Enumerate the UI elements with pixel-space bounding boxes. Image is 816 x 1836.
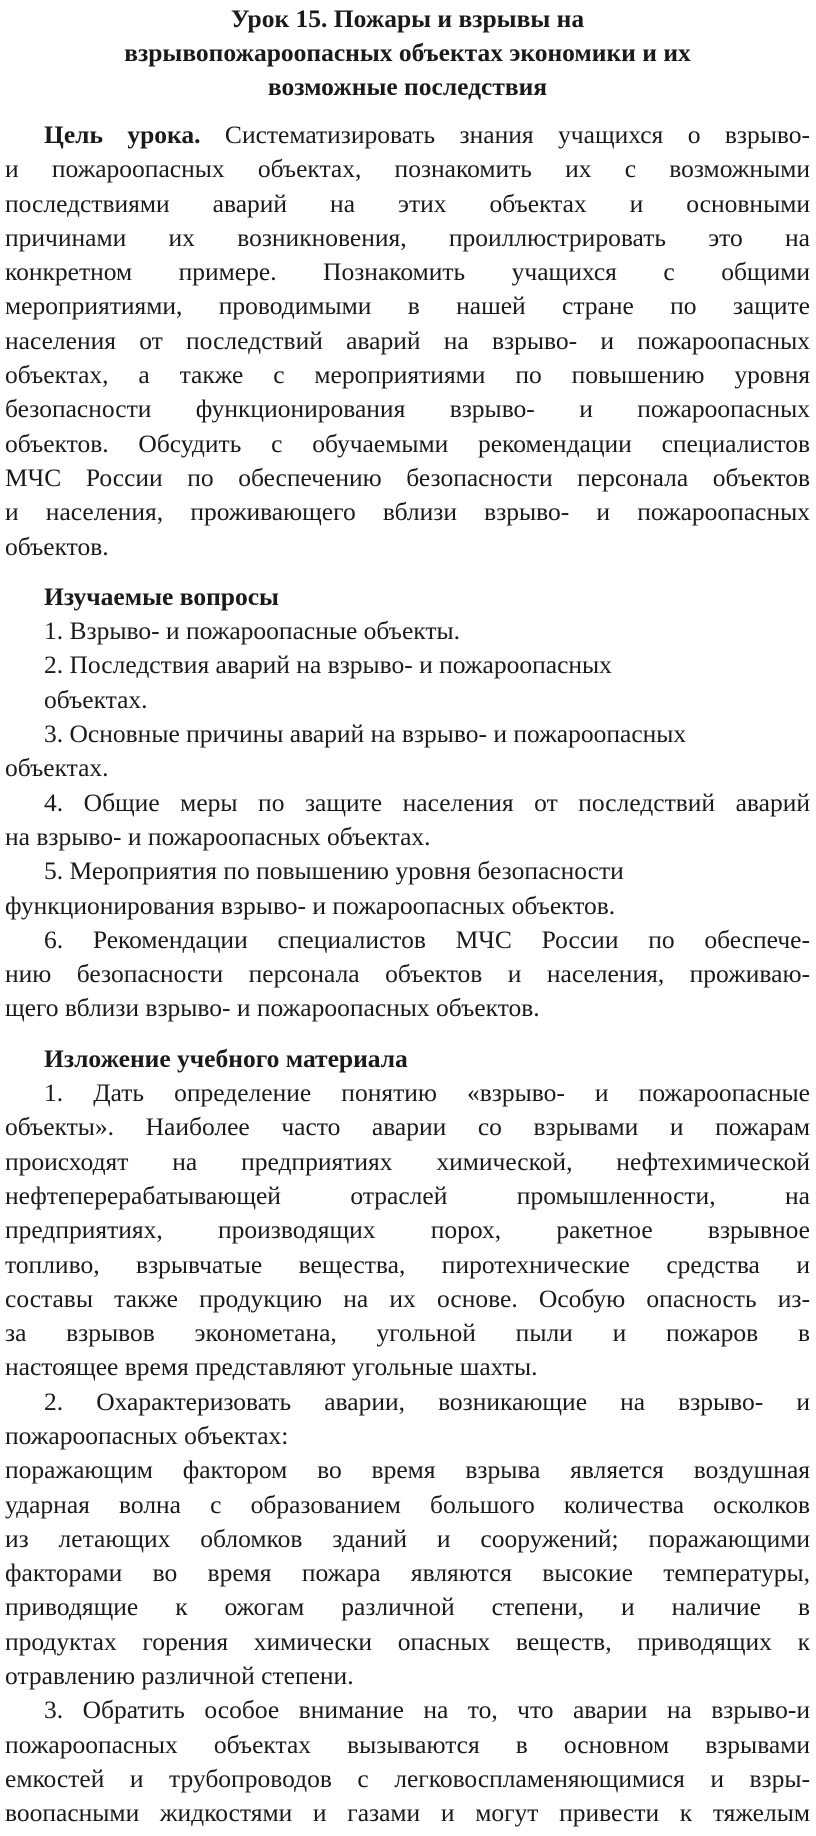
goal-line: объектов. Обсудить с обучаемыми рекомендации специалистов: [5, 428, 810, 458]
material-line: пожароопасных объектах:: [5, 1420, 289, 1450]
material-line: отравлению различной степени.: [5, 1661, 354, 1691]
lesson-title: [5, 0, 810, 104]
question-item-cont: объектах.: [44, 684, 148, 714]
goal-label: Цель урока.: [44, 120, 201, 149]
material-line: 1. Дать определение понятию «взрыво- и пожароопасные: [44, 1078, 810, 1108]
goal-line: объектах, а также с мероприятиями по повышению уровня: [5, 360, 810, 390]
title-line: возможные последствия: [267, 72, 548, 101]
material-line: составы также продукцию на их основе. Особую опасность из-: [5, 1283, 810, 1313]
material-line: за взрывов эконометана, угольной пыли и пожаров в: [5, 1318, 810, 1348]
goal-line: конкретном примере. Познакомить учащихся с общими: [5, 257, 810, 287]
question-item-cont: функционирования взрыво- и пожароопасных объектов.: [5, 890, 616, 920]
question-item: 4. Общие меры по защите населения от последствий аварий: [44, 787, 810, 817]
material-line: ударная волна с образованием большого количества осколков: [5, 1489, 810, 1519]
material-line: факторами во время пожара являются высокие температуры,: [5, 1558, 810, 1588]
material-line: емкостей и трубопроводов с легковоспламеняющимися и взры-: [5, 1763, 810, 1793]
lesson-goal: [5, 118, 810, 564]
title-line: взрывопожароопасных объектах экономики и их: [124, 38, 691, 67]
goal-line: объектов.: [5, 531, 109, 561]
material-line: предприятиях, производящих порох, ракетное взрывное: [5, 1215, 810, 1245]
question-item-cont: объектах.: [5, 753, 109, 783]
material-line: пожароопасных объектах вызываются в основном взрывами: [5, 1729, 810, 1759]
question-item-cont: на взрыво- и пожароопасных объектах.: [5, 821, 431, 851]
question-item: 5. Мероприятия по повышению уровня безопасности: [44, 856, 624, 886]
question-item-cont: нию безопасности персонала объектов и населения, проживаю-: [5, 959, 810, 989]
material-line: происходят на предприятиях химической, нефтехимической: [5, 1146, 810, 1176]
question-item: 3. Основные причины аварий на взрыво- и пожароопасных: [44, 719, 687, 749]
material-line: продуктах горения химически опасных веществ, приводящих к: [5, 1626, 810, 1656]
material-line: настоящее время представляют угольные шахты.: [5, 1352, 538, 1382]
questions-heading: Изучаемые вопросы: [44, 581, 279, 611]
material-line: нефтеперерабатывающей отраслей промышленности, на: [5, 1180, 810, 1210]
study-material: [5, 1042, 810, 1831]
study-questions: [5, 580, 810, 1026]
goal-line: и населения, проживающего вблизи взрыво- и пожароопасных: [5, 497, 810, 527]
material-line: приводящие к ожогам различной степени, и наличие в: [5, 1592, 810, 1622]
material-line: поражающим фактором во время взрыва является воздушная: [5, 1455, 810, 1485]
material-line: 2. Охарактеризовать аварии, возникающие на взрыво- и: [44, 1386, 810, 1416]
material-line: топливо, взрывчатые вещества, пиротехнические средства и: [5, 1249, 810, 1279]
question-item-cont: щего вблизи взрыво- и пожароопасных объектов.: [5, 993, 540, 1023]
goal-line: безопасности функционирования взрыво- и пожароопасных: [5, 394, 810, 424]
goal-line: причинами их возникновения, проиллюстрировать это на: [5, 222, 810, 252]
question-item: 6. Рекомендации специалистов МЧС России по обеспече-: [44, 924, 810, 954]
material-line: 3. Обратить особое внимание на то, что аварии на взрыво-и: [44, 1695, 810, 1725]
material-heading: Изложение учебного материала: [44, 1043, 408, 1073]
goal-line: мероприятиями, проводимыми в нашей стране по защите: [5, 291, 810, 321]
question-item: 2. Последствия аварий на взрыво- и пожароопасных: [44, 650, 612, 680]
material-line: воопасными жидкостями и газами и могут привести к тяжелым: [5, 1798, 810, 1828]
material-line: из летающих обломков зданий и сооружений; поражающими: [5, 1523, 810, 1553]
goal-line: последствиями аварий на этих объектах и основными: [5, 188, 810, 218]
question-item: 1. Взрыво- и пожароопасные объекты.: [44, 616, 460, 646]
goal-line: населения от последствий аварий на взрыво- и пожароопасных: [5, 325, 810, 355]
material-line: объекты». Наиболее часто аварии со взрывами и пожарам: [5, 1112, 810, 1142]
goal-line: и пожароопасных объектах, познакомить их с возможными: [5, 154, 810, 184]
goal-line: МЧС России по обеспечению безопасности персонала объектов: [5, 462, 810, 492]
goal-line: Цель урока. Систематизировать знания учащихся о взрыво-: [44, 120, 810, 149]
title-line: Урок 15. Пожары и взрывы на: [230, 4, 585, 33]
